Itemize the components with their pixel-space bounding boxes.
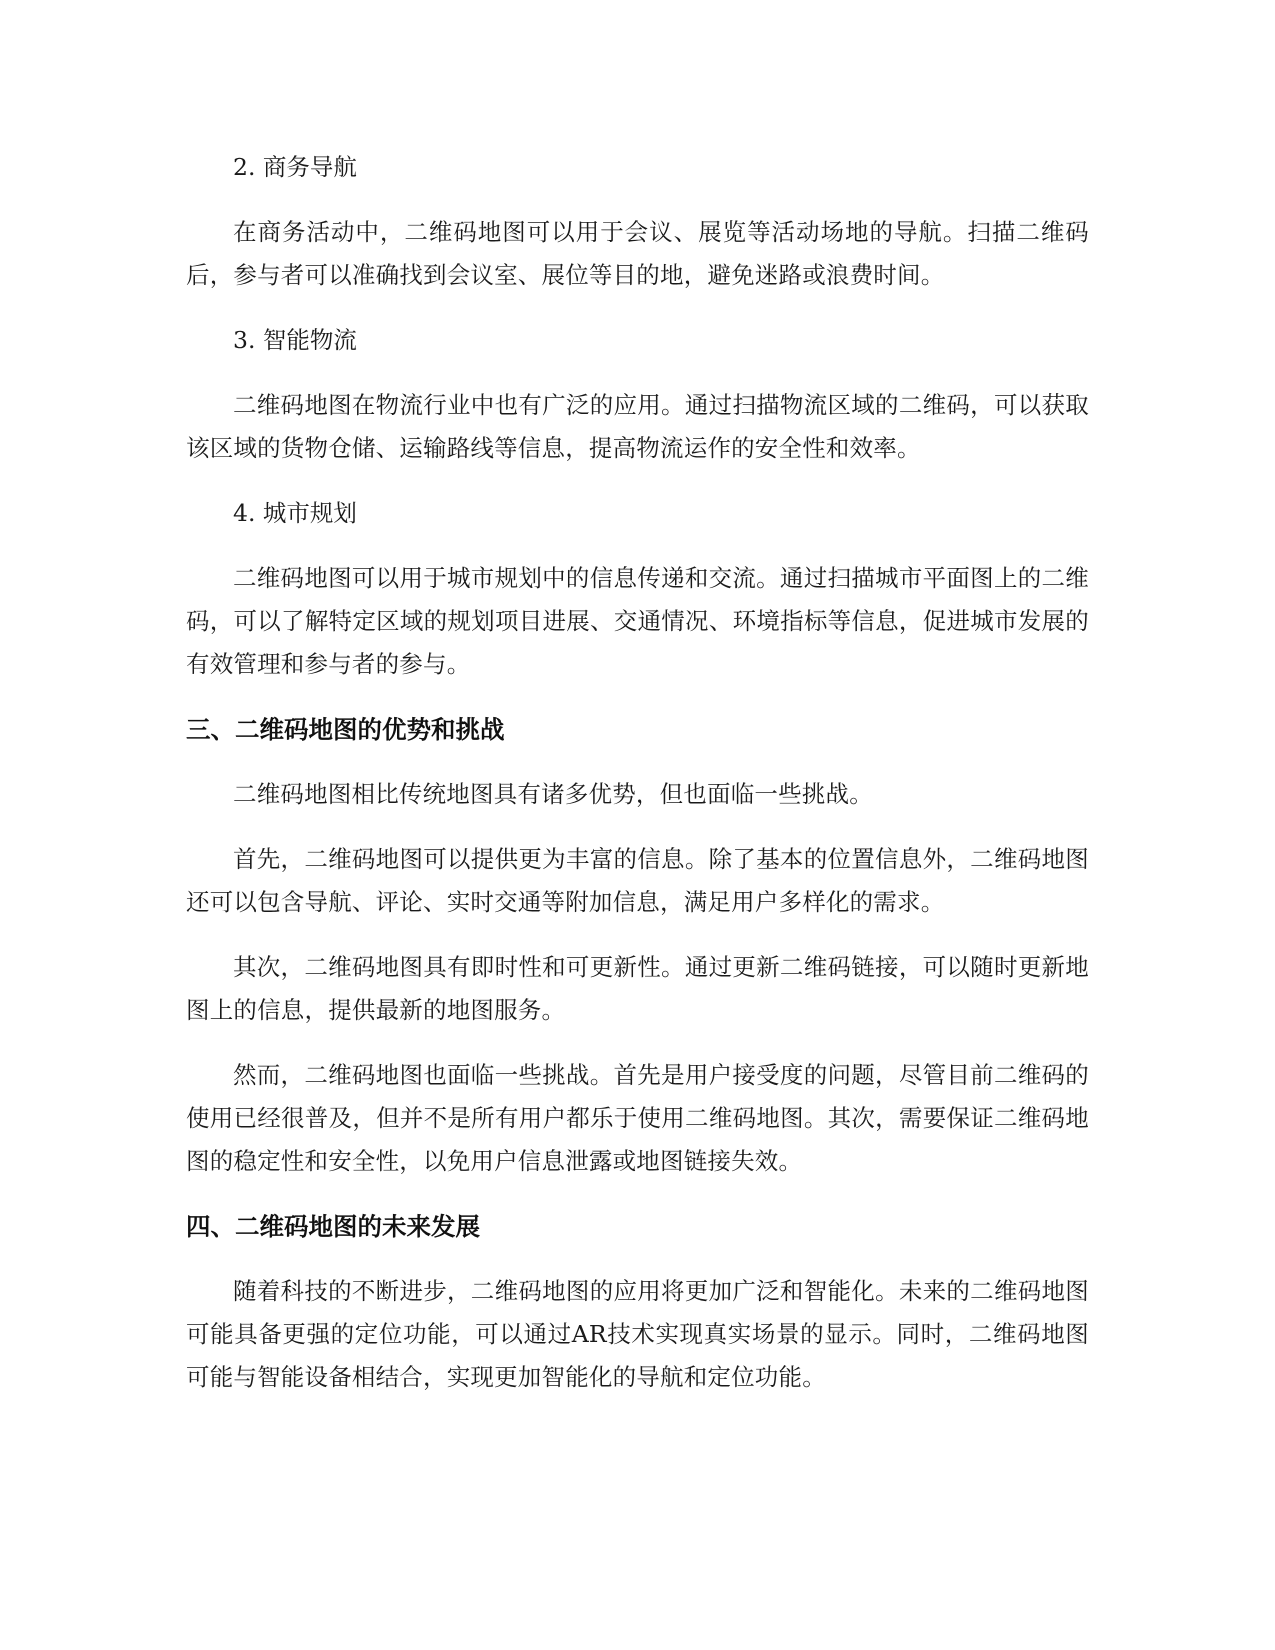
paragraph-smart-logistics: 二维码地图在物流行业中也有广泛的应用。通过扫描物流区域的二维码，可以获取该区域的货物仓储、运输路线等信息，提高物流运作的安全性和效率。 (186, 391, 1089, 462)
subsection-title-smart-logistics: 3. 智能物流 (233, 326, 357, 354)
paragraph-business-navigation: 在商务活动中，二维码地图可以用于会议、展览等活动场地的导航。扫描二维码后，参与者可以准确找到会议室、展位等目的地，避免迷路或浪费时间。 (186, 218, 1089, 289)
paragraph-advantages-first: 首先，二维码地图可以提供更为丰富的信息。除了基本的位置信息外，二维码地图还可以包含导航、评论、实时交通等附加信息，满足用户多样化的需求。 (186, 845, 1089, 916)
paragraph-future-development: 随着科技的不断进步，二维码地图的应用将更加广泛和智能化。未来的二维码地图可能具备更强的定位功能，可以通过AR技术实现真实场景的显示。同时，二维码地图可能与智能设备相结合，实现更加智能化的导航和定位功能。 (186, 1277, 1089, 1391)
subsection-title-business-navigation: 2. 商务导航 (233, 153, 357, 181)
section-heading-future-development: 四、二维码地图的未来发展 (186, 1212, 480, 1241)
paragraph-urban-planning: 二维码地图可以用于城市规划中的信息传递和交流。通过扫描城市平面图上的二维码，可以了解特定区域的规划项目进展、交通情况、环境指标等信息，促进城市发展的有效管理和参与者的参与。 (186, 564, 1089, 678)
paragraph-challenges: 然而，二维码地图也面临一些挑战。首先是用户接受度的问题，尽管目前二维码的使用已经很普及，但并不是所有用户都乐于使用二维码地图。其次，需要保证二维码地图的稳定性和安全性，以免用户信息泄露或地图链接失效。 (186, 1061, 1089, 1175)
document-body (186, 146, 1089, 1421)
paragraph-advantages-intro: 二维码地图相比传统地图具有诸多优势，但也面临一些挑战。 (233, 780, 873, 808)
paragraph-advantages-second: 其次，二维码地图具有即时性和可更新性。通过更新二维码链接，可以随时更新地图上的信息，提供最新的地图服务。 (186, 953, 1089, 1024)
section-heading-advantages-challenges: 三、二维码地图的优势和挑战 (186, 715, 505, 744)
subsection-title-urban-planning: 4. 城市规划 (233, 499, 357, 527)
